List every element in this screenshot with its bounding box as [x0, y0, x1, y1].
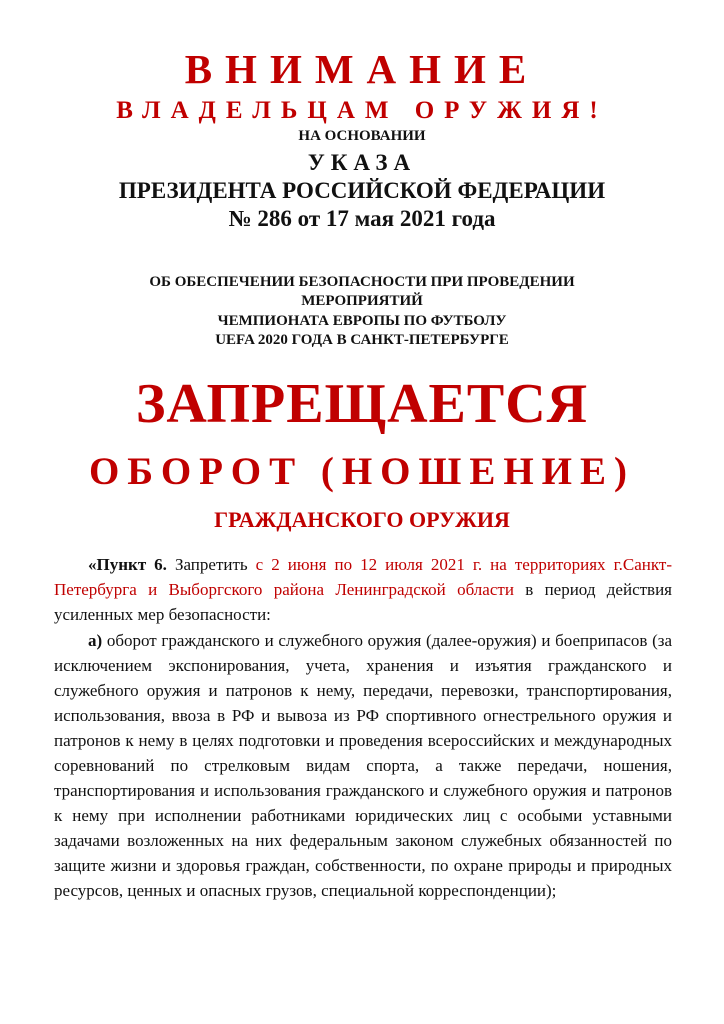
decree-number: № 286 от 17 мая 2021 года: [228, 206, 496, 231]
basis-label: НА ОСНОВАНИИ: [298, 128, 426, 144]
highlighted-text: с 2 июня по 12 июля 2021 г. на территориях г.Санкт-Петербурга и Выборгского района Ленинградской области: [54, 555, 672, 599]
paragraph-text: оборот гражданского и служебного оружия (далее-оружия) и боеприпасов (за исключением экспонирования, учета, хранения и изъятия гражданского и служебного оружия и патронов к нему, передачи, перевозки, транспортирования, использования, ввоза в РФ и вывоза из РФ спортивного огнестрельного оружия и патронов к нему в целях подготовки и проведения всероссийских и международных соревнований по стрелковым видам спорта, а также передачи, ношения, транспортирования и использования гражданского и служебного оружия и патронов к нему при исполнении работниками юридических лиц с особыми уставными задачами возложенных на них федеральным законом служебных обязанностей по защите жизни и здоровья граждан, собственности, по охране природы и природных ресурсов, ценных и опасных грузов, специальной корреспонденции);: [54, 631, 672, 900]
decree-label: УКАЗА: [307, 150, 417, 175]
subtitle-line: МЕРОПРИЯТИЙ: [301, 293, 423, 309]
civil-weapons-heading: ГРАЖДАНСКОГО ОРУЖИЯ: [214, 507, 510, 532]
subtitle-line: ОБ ОБЕСПЕЧЕНИИ БЕЗОПАСНОСТИ ПРИ ПРОВЕДЕНИИ: [149, 274, 575, 290]
president-label: ПРЕЗИДЕНТА РОССИЙСКОЙ ФЕДЕРАЦИИ: [118, 178, 606, 203]
turnover-heading: ОБОРОТ (НОШЕНИЕ): [88, 450, 636, 493]
attention-heading: ВНИМАНИЕ: [184, 46, 540, 92]
paragraph-point-6: [54, 552, 672, 627]
owners-heading: ВЛАДЕЛЬЦАМ ОРУЖИЯ!: [116, 97, 608, 124]
paragraph-text: в период действия усиленных мер безопасности:: [54, 580, 672, 624]
point-label: «Пункт 6.: [88, 555, 167, 574]
paragraph-subpoint-a: [54, 628, 672, 903]
prohibited-heading: ЗАПРЕЩАЕТСЯ: [135, 373, 589, 435]
subtitle-line: UEFA 2020 ГОДА В САНКТ-ПЕТЕРБУРГЕ: [215, 332, 509, 348]
subtitle-line: ЧЕМПИОНАТА ЕВРОПЫ ПО ФУТБОЛУ: [217, 313, 507, 329]
paragraph-text: Запретить: [166, 555, 256, 574]
subpoint-label: а): [88, 631, 103, 650]
